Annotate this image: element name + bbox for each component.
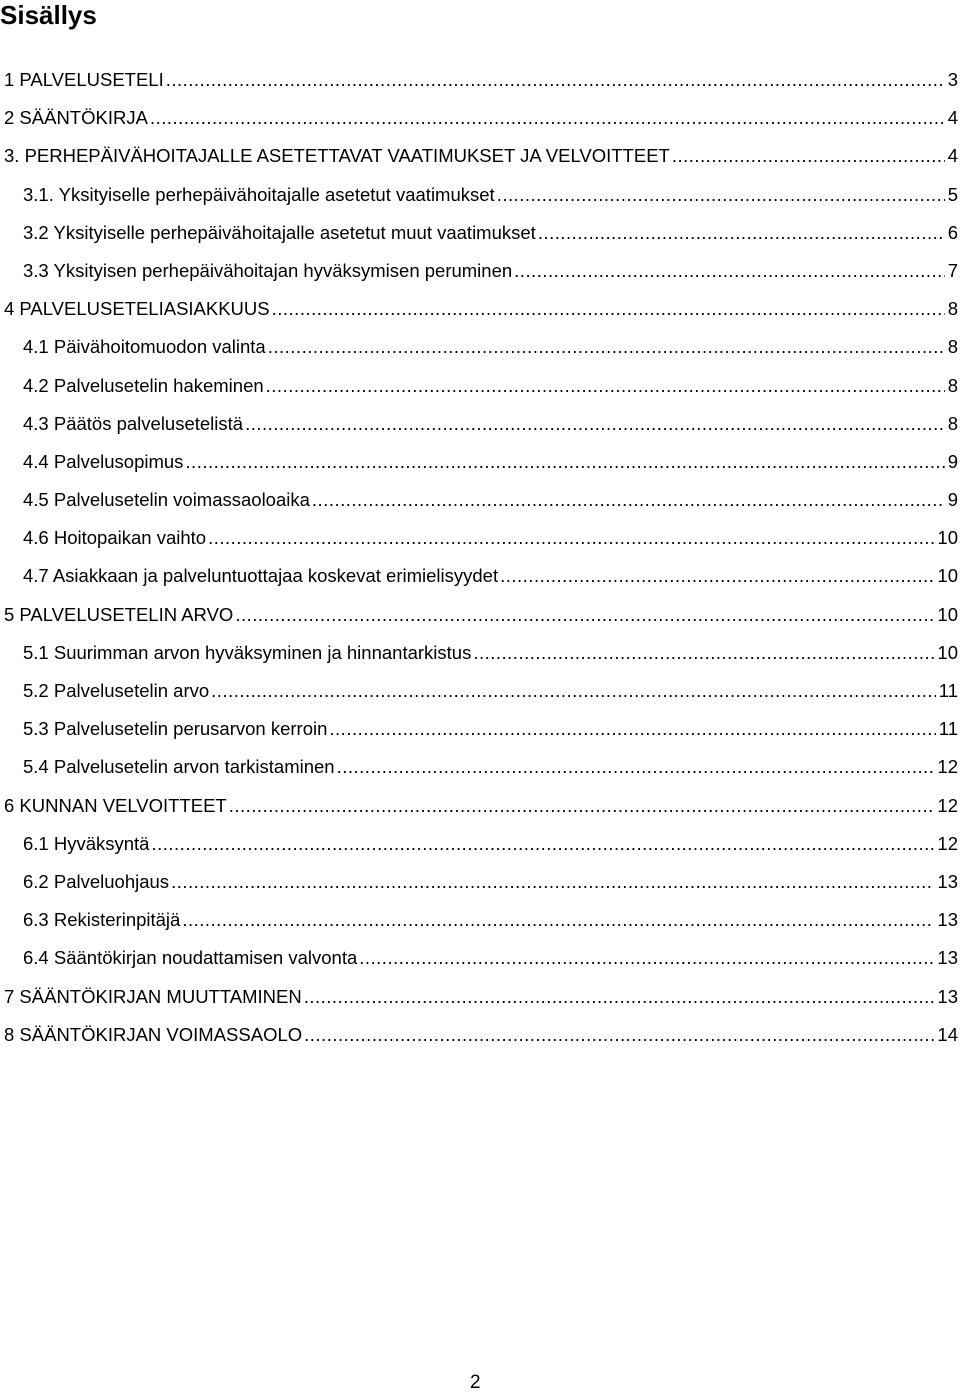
toc-entry-page: 13	[937, 985, 958, 1007]
toc-entry-label: 5.2 Palvelusetelin arvo	[23, 680, 210, 701]
toc-entry[interactable]	[0, 638, 960, 676]
toc-entry-label: 4.7 Asiakkaan ja palveluntuottajaa koskevat erimielisyydet	[23, 565, 499, 587]
toc-entry-page: 12	[937, 794, 958, 816]
toc-entry-page: 10	[937, 565, 958, 587]
toc-entry[interactable]	[0, 332, 960, 370]
toc-dot-leader	[497, 180, 945, 210]
toc-entry[interactable]	[0, 867, 960, 905]
toc-entry-page: 8	[947, 412, 958, 434]
toc-dot-leader	[266, 371, 945, 401]
toc-dot-leader	[268, 332, 945, 362]
toc-entry-page: 3	[947, 69, 958, 90]
toc-entry[interactable]	[0, 829, 960, 867]
toc-entry-label: 7 SÄÄNTÖKIRJAN MUUTTAMINEN	[4, 985, 302, 1007]
toc-entry-page: 8	[947, 374, 958, 396]
toc-entry-label: 6.2 Palveluohjaus	[23, 870, 170, 892]
toc-entry-label: 4.2 Palvelusetelin hakeminen	[23, 374, 264, 396]
toc-dot-leader	[182, 905, 934, 935]
toc-entry-page: 7	[947, 259, 958, 281]
table-of-contents	[0, 65, 960, 1058]
toc-dot-leader	[150, 103, 945, 133]
toc-dot-leader	[312, 485, 945, 515]
toc-entry[interactable]	[0, 561, 960, 599]
toc-entry[interactable]	[0, 714, 960, 752]
toc-entry[interactable]	[0, 791, 960, 829]
toc-dot-leader	[359, 943, 934, 973]
toc-entry-page: 9	[947, 489, 958, 511]
toc-entry-page: 14	[937, 1023, 958, 1045]
toc-entry[interactable]	[0, 65, 960, 103]
toc-entry[interactable]	[0, 752, 960, 790]
toc-entry-label: 5.4 Palvelusetelin arvon tarkistaminen	[23, 756, 335, 778]
toc-entry-page: 8	[947, 336, 958, 358]
toc-entry[interactable]	[0, 294, 960, 332]
toc-entry[interactable]	[0, 1020, 960, 1058]
toc-dot-leader	[185, 447, 944, 477]
toc-dot-leader	[166, 65, 945, 95]
toc-dot-leader	[538, 218, 945, 248]
toc-entry-label: 4.6 Hoitopaikan vaihto	[23, 527, 207, 549]
toc-dot-leader	[304, 1020, 934, 1050]
toc-dot-leader	[151, 829, 934, 859]
toc-entry-page: 9	[947, 450, 958, 472]
toc-entry[interactable]	[0, 982, 960, 1020]
toc-entry-label: 6 KUNNAN VELVOITTEET	[4, 794, 227, 816]
toc-entry-label: 1 PALVELUSETELI	[4, 69, 164, 90]
toc-dot-leader	[245, 409, 945, 439]
toc-entry-page: 6	[947, 221, 958, 243]
toc-dot-leader	[500, 561, 934, 591]
toc-dot-leader	[514, 256, 945, 286]
page-title: Sisällys	[0, 0, 97, 30]
toc-entry[interactable]	[0, 943, 960, 981]
toc-entry-page: 12	[937, 832, 958, 854]
toc-entry[interactable]	[0, 141, 960, 179]
toc-entry[interactable]	[0, 218, 960, 256]
toc-entry-label: 4.3 Päätös palvelusetelistä	[23, 412, 244, 434]
toc-entry[interactable]	[0, 523, 960, 561]
toc-dot-leader	[304, 982, 935, 1012]
toc-dot-leader	[329, 714, 935, 744]
toc-entry-label: 5 PALVELUSETELIN ARVO	[4, 603, 234, 625]
toc-dot-leader	[672, 141, 945, 171]
toc-entry-label: 4.1 Päivähoitomuodon valinta	[23, 336, 266, 358]
toc-entry-page: 13	[937, 870, 958, 892]
toc-entry-page: 8	[947, 298, 958, 320]
toc-entry-label: 8 SÄÄNTÖKIRJAN VOIMASSAOLO	[4, 1023, 303, 1045]
toc-entry-label: 3. PERHEPÄIVÄHOITAJALLE ASETETTAVAT VAATIMUKSET JA VELVOITTEET	[4, 145, 670, 167]
toc-entry-label: 6.3 Rekisterinpitäjä	[23, 909, 181, 931]
toc-dot-leader	[171, 867, 934, 897]
toc-entry-page: 12	[937, 756, 958, 778]
toc-entry-label: 5.3 Palvelusetelin perusarvon kerroin	[23, 718, 328, 740]
toc-entry-page: 11	[938, 718, 958, 740]
toc-entry-page: 11	[938, 680, 958, 701]
toc-entry-label: 2 SÄÄNTÖKIRJA	[4, 107, 148, 129]
toc-dot-leader	[208, 523, 934, 553]
toc-entry-page: 5	[947, 183, 958, 205]
toc-entry-page: 10	[937, 603, 958, 625]
toc-entry[interactable]	[0, 600, 960, 638]
toc-entry-label: 4.4 Palvelusopimus	[23, 450, 184, 472]
toc-entry-page: 10	[937, 641, 958, 663]
toc-entry[interactable]	[0, 409, 960, 447]
toc-entry-label: 6.4 Sääntökirjan noudattamisen valvonta	[23, 947, 358, 969]
toc-dot-leader	[211, 676, 936, 706]
toc-dot-leader	[473, 638, 934, 668]
toc-entry[interactable]	[0, 485, 960, 523]
toc-entry-label: 4 PALVELUSETELIASIAKKUUS	[4, 298, 270, 320]
toc-entry-page: 4	[947, 107, 958, 129]
toc-entry-page: 13	[937, 947, 958, 969]
toc-entry-page: 10	[937, 527, 958, 549]
toc-entry[interactable]	[0, 905, 960, 943]
toc-entry-label: 6.1 Hyväksyntä	[23, 832, 150, 854]
toc-entry[interactable]	[0, 103, 960, 141]
toc-entry[interactable]	[0, 447, 960, 485]
toc-dot-leader	[235, 600, 934, 630]
toc-entry-label: 5.1 Suurimman arvon hyväksyminen ja hinnantarkistus	[23, 641, 472, 663]
toc-entry[interactable]	[0, 256, 960, 294]
toc-entry[interactable]	[0, 371, 960, 409]
toc-entry-page: 4	[947, 145, 958, 167]
toc-entry-label: 4.5 Palvelusetelin voimassaoloaika	[23, 489, 310, 511]
page-number: 2	[470, 1372, 481, 1393]
toc-entry-label: 3.1. Yksityiselle perhepäivähoitajalle asetetut vaatimukset	[23, 183, 495, 205]
toc-entry[interactable]	[0, 676, 960, 714]
toc-dot-leader	[272, 294, 945, 324]
toc-entry[interactable]	[0, 180, 960, 218]
toc-entry-page: 13	[937, 909, 958, 931]
toc-dot-leader	[229, 791, 935, 821]
toc-entry-label: 3.2 Yksityiselle perhepäivähoitajalle asetetut muut vaatimukset	[23, 221, 536, 243]
toc-dot-leader	[337, 752, 935, 782]
toc-entry-label: 3.3 Yksityisen perhepäivähoitajan hyväksymisen peruminen	[23, 259, 513, 281]
